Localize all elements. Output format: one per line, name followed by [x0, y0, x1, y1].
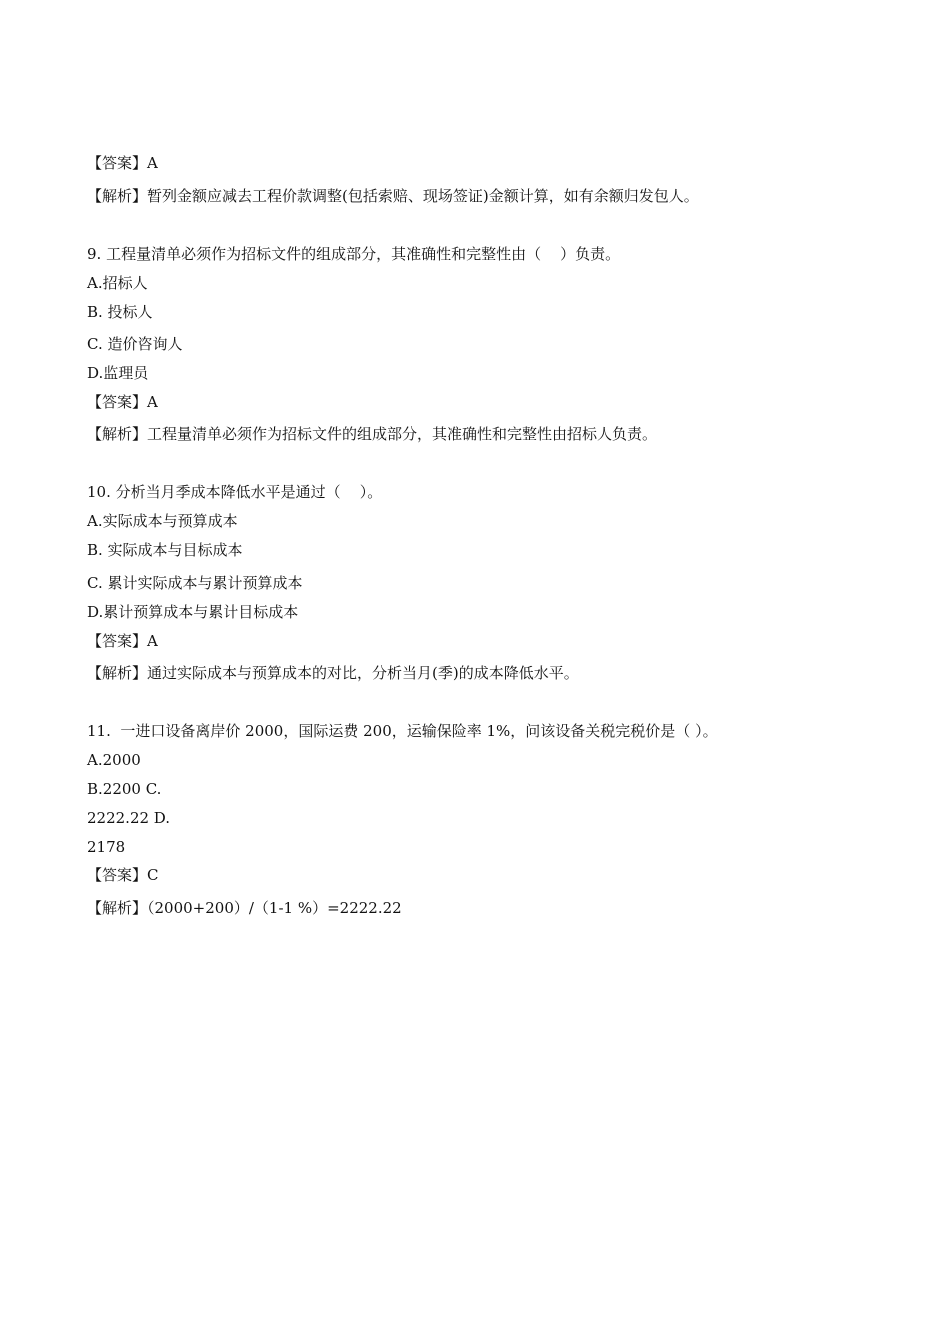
q9-question: 9. 工程量清单必须作为招标文件的组成部分，其准确性和完整性由（ ）负责。 [87, 245, 621, 263]
q10-option-d: D.累计预算成本与累计目标成本 [87, 603, 299, 621]
q11-line-3: 2222.22 D. [87, 809, 171, 827]
q10-answer: 【答案】A [87, 632, 158, 650]
q11-line-2: B.2200 C. [87, 780, 162, 798]
q11-line-1: A.2000 [87, 751, 141, 769]
q10-option-c: C. 累计实际成本与累计预算成本 [87, 574, 303, 592]
q9-option-d: D.监理员 [87, 364, 149, 382]
q10-analysis: 【解析】通过实际成本与预算成本的对比，分析当月(季)的成本降低水平。 [87, 664, 579, 682]
q9-option-b: B. 投标人 [87, 303, 153, 321]
q9-option-a: A.招标人 [87, 274, 148, 292]
prev-answer: 【答案】A [87, 154, 158, 172]
q11-question: 11. 一进口设备离岸价 2000，国际运费 200，运输保险率 1%，问该设备关税完税价是（ ）。 [87, 722, 718, 740]
q10-option-a: A.实际成本与预算成本 [87, 512, 238, 530]
q11-analysis: 【解析】（2000+200）/（1-1 %）=2222.22 [87, 899, 402, 917]
q9-analysis: 【解析】工程量清单必须作为招标文件的组成部分，其准确性和完整性由招标人负责。 [87, 425, 658, 443]
q9-answer: 【答案】A [87, 393, 158, 411]
q11-answer: 【答案】C [87, 866, 159, 884]
q9-option-c: C. 造价咨询人 [87, 335, 183, 353]
q11-line-4: 2178 [87, 838, 126, 856]
q10-question: 10. 分析当月季成本降低水平是通过（ ）。 [87, 483, 383, 501]
prev-analysis: 【解析】暂列金额应减去工程价款调整(包括索赔、现场签证)金额计算，如有余额归发包人。 [87, 187, 699, 205]
q10-option-b: B. 实际成本与目标成本 [87, 541, 243, 559]
